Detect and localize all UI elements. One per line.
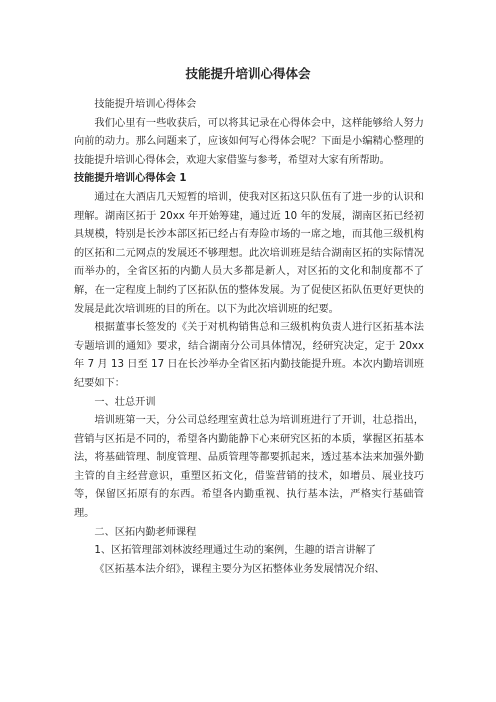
paragraph: 二、区拓内勤老师课程 [94, 526, 197, 538]
document-body [74, 96, 424, 579]
section-heading: 技能提升培训心得体会 1 [74, 173, 187, 185]
paragraph: 根据董事长签发的《关于对机构销售总和三级机构负责人进行区拓基本法专题培训的通知》要求，结合湖南分公司具体情况，经研究决定，定于 20xx 年 7 月 13 日至 17 日在长沙举办全省区拓内勤技能提升班。本次内勤培训班纪要如下： [74, 322, 424, 389]
paragraph: 通过在大酒店几天短暂的培训，使我对区拓这只队伍有了进一步的认识和理解。湖南区拓于 20xx 年开始筹建，通过近 10 年的发展，湖南区拓已经初具规模，特别是长沙本部区拓已经占有寿险市场的一席之地，而其他三级机构的区拓和二元网点的发展还不够理想。此次培训班是结合湖南区拓的实际情况而举办的，全省区拓的内勤人员大多都是新人，对区拓的文化和制度都不了解，在一定程度上制约了区拓队伍的整体发展。为了促使区拓队伍更好更快的发展是此次培训班的目的所在。以下为此次培训班的纪要。 [74, 191, 424, 315]
document-title: 技能提升培训心得体会 [185, 66, 311, 81]
paragraph: 1、区拓管理部刘林波经理通过生动的案例，生趣的语言讲解了 [94, 545, 376, 557]
paragraph: 《区拓基本法介绍》，课程主要分为区拓整体业务发展情况介绍、 [94, 563, 385, 575]
paragraph: 培训班第一天，分公司总经理室黄壮总为培训班进行了开训，壮总指出，营销与区拓是不同的，希望各内勤能静下心来研究区拓的本质，掌握区拓基本法，将基础管理、制度管理、品质管理等都要抓起来，透过基本法来加强外勤主管的自主经营意识，重塑区拓文化，借鉴营销的技术，如增员、展业技巧等，保留区拓原有的东西。希望各内勤重视、执行基本法，严格实行基础管理。 [74, 415, 424, 520]
paragraph: 技能提升培训心得体会 [94, 99, 197, 110]
paragraph: 一、壮总开训 [94, 396, 156, 408]
paragraph: 我们心里有一些收获后，可以将其记录在心得体会中，这样能够给人努力向前的动力。那么问题来了，应该如何写心得体会呢？下面是小编精心整理的技能提升培训心得体会，欢迎大家借鉴与参考，希望对大家有所帮助。 [74, 117, 424, 166]
